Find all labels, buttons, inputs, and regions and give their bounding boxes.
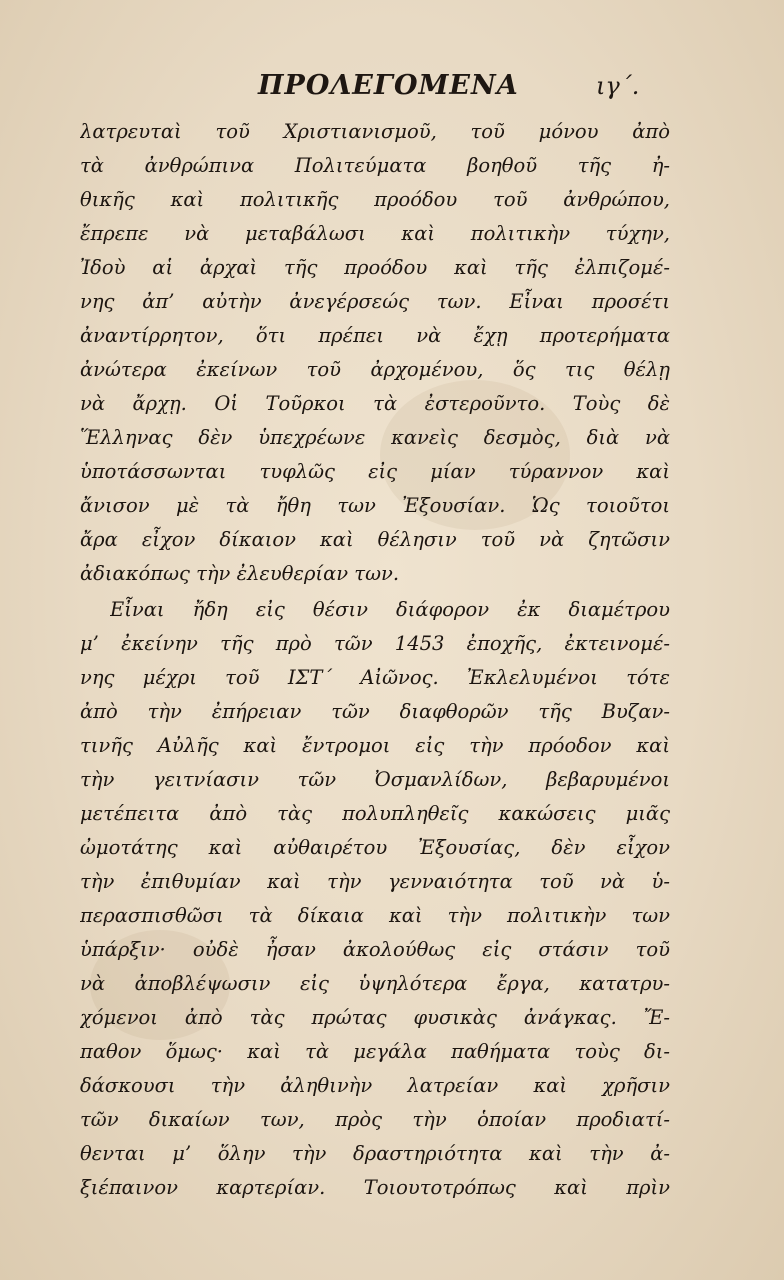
text-line: ξιέπαινον καρτερίαν. Τοιουτοτρόπως καὶ πρὶν (80, 1176, 670, 1199)
text-line: τὴν γειτνίασιν τῶν Ὀσμανλίδων, βεβαρυμένοι (80, 768, 670, 791)
text-line: μετέπειτα ἀπὸ τὰς πολυπληθεῖς κακώσεις μιᾶς (80, 802, 670, 825)
text-line: τῶν δικαίων των, πρὸς τὴν ὁποίαν προδιατί- (80, 1108, 670, 1131)
text-line: μ’ ἐκείνην τῆς πρὸ τῶν 1453 ἐποχῆς, ἐκτεινομέ- (80, 632, 670, 655)
text-line: Εἶναι ἤδη εἰς θέσιν διάφορον ἐκ διαμέτρου (110, 598, 670, 621)
running-head: ΠΡΟΛΕΓΟΜΕΝΑ (258, 70, 519, 101)
text-line: τὴν ἐπιθυμίαν καὶ τὴν γενναιότητα τοῦ νὰ ὑ- (80, 870, 670, 893)
text-line: ὑποτάσσωνται τυφλῶς εἰς μίαν τύραννον καὶ (80, 460, 670, 483)
text-line: ἀπὸ τὴν ἐπήρειαν τῶν διαφθορῶν τῆς Βυζαν- (80, 700, 670, 723)
text-line: θενται μ’ ὅλην τὴν δραστηριότητα καὶ τὴν ἀ- (80, 1142, 670, 1165)
text-line: λατρευταὶ τοῦ Χριστιανισμοῦ, τοῦ μόνου ἀπὸ (80, 120, 670, 143)
page-header (0, 68, 784, 108)
text-line: ἔπρεπε νὰ μεταβάλωσι καὶ πολιτικὴν τύχην, (80, 222, 670, 245)
text-line: ἀδιακόπως τὴν ἐλευθερίαν των. (80, 562, 400, 585)
text-line: ἄνισον μὲ τὰ ἤθη των Ἐξουσίαν. Ὡς τοιοῦτοι (80, 494, 670, 517)
text-line: ὠμοτάτης καὶ αὐθαιρέτου Ἐξουσίας, δὲν εἶχον (80, 836, 670, 859)
text-line: Ἕλληνας δὲν ὑπεχρέωνε κανεὶς δεσμὸς, διὰ νὰ (80, 426, 670, 449)
text-line: θικῆς καὶ πολιτικῆς προόδου τοῦ ἀνθρώπου, (80, 188, 670, 211)
text-line: νης μέχρι τοῦ ΙΣΤ΄ Αἰῶνος. Ἐκλελυμένοι τότε (80, 666, 670, 689)
text-line: δάσκουσι τὴν ἀληθινὴν λατρείαν καὶ χρῆσιν (80, 1074, 670, 1097)
text-line: νὰ ἄρχῃ. Οἱ Τοῦρκοι τὰ ἐστεροῦντο. Τοὺς δὲ (80, 392, 670, 415)
text-line: ἄρα εἶχον δίκαιον καὶ θέλησιν τοῦ νὰ ζητῶσιν (80, 528, 670, 551)
text-line: ἀναντίρρητον, ὅτι πρέπει νὰ ἔχῃ προτερήματα (80, 324, 670, 347)
text-line: χόμενοι ἀπὸ τὰς πρώτας φυσικὰς ἀνάγκας. Ἔ- (80, 1006, 670, 1029)
text-line: τὰ ἀνθρώπινα Πολιτεύματα βοηθοῦ τῆς ἠ- (80, 154, 670, 177)
page-number: ιγ΄. (596, 72, 640, 100)
text-line: τινῆς Αὐλῆς καὶ ἔντρομοι εἰς τὴν πρόοδον καὶ (80, 734, 670, 757)
text-line: ἀνώτερα ἐκείνων τοῦ ἀρχομένου, ὅς τις θέλῃ (80, 358, 670, 381)
text-line: περασπισθῶσι τὰ δίκαια καὶ τὴν πολιτικὴν των (80, 904, 670, 927)
text-line: παθον ὅμως· καὶ τὰ μεγάλα παθήματα τοὺς δι- (80, 1040, 670, 1063)
text-line: νης ἀπ’ αὐτὴν ἀνεγέρσεώς των. Εἶναι προσέτι (80, 290, 670, 313)
text-line: ὑπάρξιν· οὐδὲ ἦσαν ἀκολούθως εἰς στάσιν τοῦ (80, 938, 670, 961)
text-line: νὰ ἀποβλέψωσιν εἰς ὑψηλότερα ἔργα, κατατρυ- (80, 972, 670, 995)
text-line: Ἰδοὺ αἱ ἀρχαὶ τῆς προόδου καὶ τῆς ἐλπιζομέ- (80, 256, 670, 279)
